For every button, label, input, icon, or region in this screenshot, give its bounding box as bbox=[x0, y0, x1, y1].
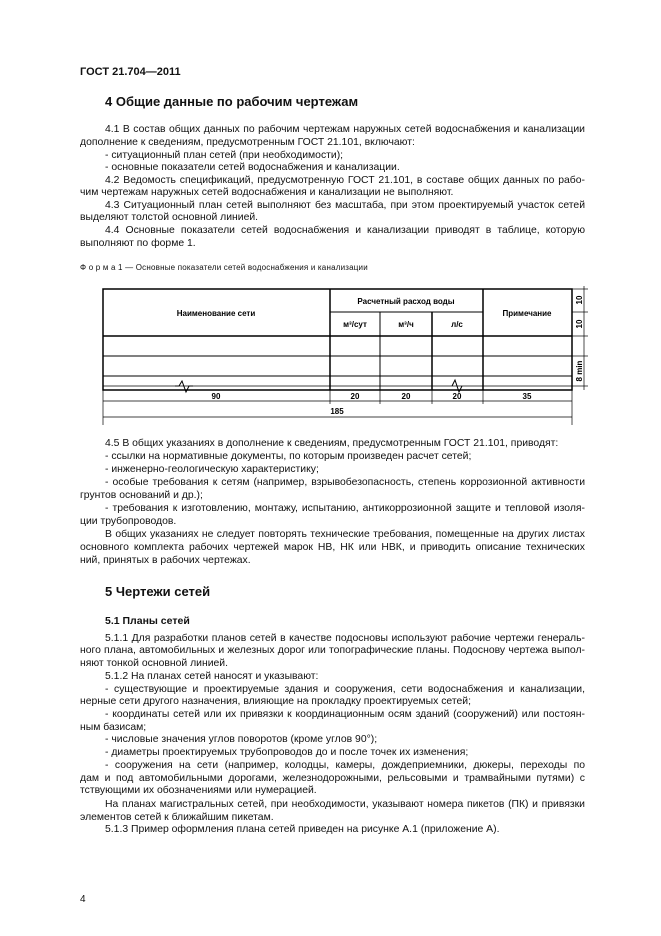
text-line: 5.1.2 На планах сетей наносят и указывают: bbox=[105, 671, 319, 682]
text-line: - диаметры проектируемых трубопроводов до и после точек их изменения; bbox=[105, 747, 469, 758]
text-line: - ссылки на нормативные документы, по которым произведен расчет сетей; bbox=[105, 451, 472, 462]
text-line: чим чертежам наружных сетей водоснабжения и канализации не выполняют. bbox=[80, 187, 454, 198]
text-line: - требования к изготовлению, монтажу, испытанию, антикоррозионной защите и тепловой изоля- bbox=[105, 503, 585, 514]
col-header-m3-day: м³/сут bbox=[343, 320, 367, 329]
row-dim: 10 bbox=[575, 295, 584, 305]
text-line: дам и под автомобильными дорогами, железнодорожными, рельсовыми и трамвайными путями) с bbox=[80, 773, 585, 784]
dim-label: 20 bbox=[401, 392, 411, 401]
text-line: 4.3 Ситуационный план сетей выполняют без масштаба, при этом проектируемый участок сетей bbox=[105, 200, 585, 211]
col-header-name: Наименование сети bbox=[176, 309, 256, 318]
text-line: ции трубопроводов. bbox=[80, 516, 177, 527]
dim-label: 20 bbox=[452, 392, 462, 401]
text-line: - числовые значения углов поворотов (кроме углов 90°); bbox=[105, 734, 378, 745]
subsection-5-1-title: 5.1 Планы сетей bbox=[105, 615, 190, 627]
section-4-title: 4 Общие данные по рабочим чертежам bbox=[105, 94, 359, 109]
text-line: - особые требования к сетям (например, взрывобезопасность, степень коррозионной активности bbox=[105, 477, 585, 488]
text-line: дополнение к сведениям, предусмотренным ГОСТ 21.101, включают: bbox=[80, 137, 415, 148]
dim-total: 185 bbox=[330, 407, 344, 416]
text-line: - ситуационный план сетей (при необходимости); bbox=[105, 150, 344, 161]
form-caption: Ф о р м а 1 — Основные показатели сетей водоснабжения и канализации bbox=[80, 263, 368, 272]
text-line: 5.1.3 Пример оформления плана сетей приведен на рисунке А.1 (приложение А). bbox=[105, 824, 500, 835]
text-line: ным базисам; bbox=[80, 722, 147, 733]
text-line: элементов сетей к ближайшим пикетам. bbox=[80, 812, 274, 823]
col-header-m3-h: м³/ч bbox=[398, 320, 414, 329]
text-line: В общих указаниях не следует повторять технические требования, помещенные на других листах bbox=[105, 529, 585, 540]
table-border bbox=[103, 289, 572, 390]
text-line: выделяют толстой основной линией. bbox=[80, 212, 259, 223]
dim-label: 20 bbox=[350, 392, 360, 401]
dim-label: 35 bbox=[522, 392, 532, 401]
dim-label: 90 bbox=[211, 392, 221, 401]
text-line: - существующие и проектируемые здания и сооружения, сети водоснабжения и канализации, bbox=[105, 684, 585, 695]
row-dim: 10 bbox=[575, 319, 584, 329]
text-line: 4.5 В общих указаниях в дополнение к сведениям, предусмотренным ГОСТ 21.101, приводят: bbox=[105, 438, 559, 449]
text-line: 4.4 Основные показатели сетей водоснабжения и канализации приводят в таблице, которую bbox=[105, 225, 585, 236]
text-line: основного комплекта рабочих чертежей марок НВ, НК или НВК, и приводить описание технических bbox=[80, 542, 585, 553]
text-line: - основные показатели сетей водоснабжения и канализации. bbox=[105, 162, 400, 173]
col-header-l-s: л/с bbox=[451, 320, 463, 329]
text-line: - координаты сетей или их привязки к координационным осям зданий (сооружений) или постоян- bbox=[105, 709, 585, 720]
text-line: ного плана, автомобильных и железных дорог или топографические планы. Подоснову чертежа выпол- bbox=[80, 645, 585, 656]
page-number: 4 bbox=[80, 894, 86, 905]
text-line: 5.1.1 Для разработки планов сетей в качестве подосновы используют рабочие чертежи генераль- bbox=[105, 633, 585, 644]
text-line: - инженерно-геологическую характеристику; bbox=[105, 464, 319, 475]
text-line: 4.1 В состав общих данных по рабочим чертежам наружных сетей водоснабжения и канализации bbox=[105, 124, 585, 135]
text-line: тствующими их обозначениями или нумерацией. bbox=[80, 785, 317, 796]
col-header-note: Примечание bbox=[502, 309, 552, 318]
text-line: 4.2 Ведомость спецификаций, предусмотренную ГОСТ 21.101, в составе общих данных по рабо- bbox=[105, 175, 585, 186]
text-line: грунтов оснований и др.); bbox=[80, 490, 203, 501]
text-line: выполняют по форме 1. bbox=[80, 238, 196, 249]
row-dim: 8 min bbox=[575, 360, 584, 382]
col-header-flow: Расчетный расход воды bbox=[357, 297, 455, 306]
document-header: ГОСТ 21.704—2011 bbox=[80, 66, 181, 78]
text-line: нерные сети другого назначения, влияющие на прокладку проектируемых сетей; bbox=[80, 696, 471, 707]
text-line: На планах магистральных сетей, при необходимости, указывают номера пикетов (ПК) и привязки bbox=[105, 799, 585, 810]
text-line: няют тонкой основной линией. bbox=[80, 658, 228, 669]
text-line: ний, принятых в рабочих чертежах. bbox=[80, 555, 251, 566]
section-5-title: 5 Чертежи сетей bbox=[105, 584, 211, 599]
text-line: - сооружения на сети (например, колодцы, камеры, дождеприемники, дюкеры, переходы по bbox=[105, 760, 585, 771]
